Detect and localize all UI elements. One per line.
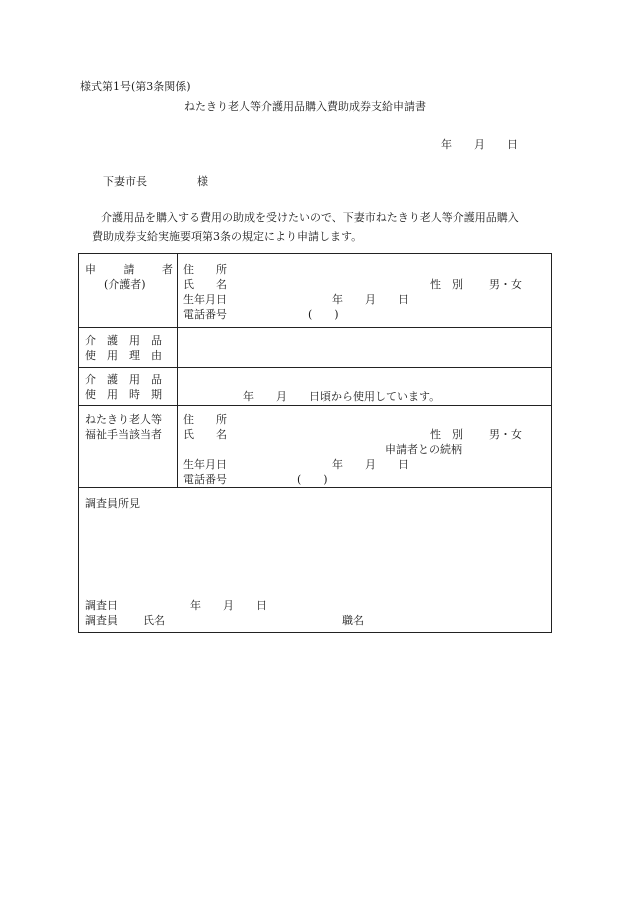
application-form-table: [78, 253, 552, 633]
applicant-gender-options: 男・女: [489, 278, 522, 291]
row-divider-1: [79, 327, 551, 328]
applicant-phone-parens: ( ): [308, 308, 339, 321]
survey-date-label: 調査日: [85, 599, 118, 612]
intro-line-1: 介護用品を購入する費用の助成を受けたいので、下妻市ねたきり老人等介護用品購入: [101, 211, 519, 224]
intro-line-2: 費助成券支給実施要項第3条の規定により申請します。: [92, 230, 363, 243]
beneficiary-gender-options: 男・女: [489, 428, 522, 441]
beneficiary-label-1: ねたきり老人等: [85, 413, 162, 426]
addressee: 下妻市長: [103, 175, 147, 188]
form-title: ねたきり老人等介護用品購入費助成券支給申請書: [184, 100, 426, 113]
inspector-opinion-label: 調査員所見: [85, 497, 140, 510]
inspector-name-label: 氏名: [143, 614, 165, 627]
row-divider-2: [79, 367, 551, 368]
item-reason-label-2: 使 用 理 由: [85, 349, 162, 362]
item-period-label-2: 使 用 時 期: [85, 388, 162, 401]
applicant-address-label: 住 所: [183, 263, 227, 276]
addressee-honorific: 様: [197, 175, 208, 188]
applicant-birth-units: 年 月 日: [332, 293, 409, 306]
item-period-value: 年 月 日頃から使用しています。: [243, 390, 441, 403]
label-column-divider: [177, 254, 178, 487]
form-number: 様式第1号(第3条関係): [80, 80, 191, 93]
beneficiary-gender-label: 性 別: [430, 428, 463, 441]
beneficiary-phone-parens: ( ): [297, 473, 328, 486]
row-divider-3: [79, 405, 551, 406]
applicant-name-label: 氏 名: [183, 278, 227, 291]
applicant-label: 申 請 者: [85, 263, 173, 276]
inspector-label: 調査員: [85, 614, 118, 627]
survey-date-units: 年 月 日: [190, 599, 267, 612]
applicant-phone-label: 電話番号: [183, 308, 227, 321]
beneficiary-address-label: 住 所: [183, 413, 227, 426]
beneficiary-birth-label: 生年月日: [183, 458, 227, 471]
beneficiary-birth-units: 年 月 日: [332, 458, 409, 471]
applicant-sub-label: (介護者): [104, 278, 146, 291]
beneficiary-relation-label: 申請者との続柄: [385, 443, 462, 456]
beneficiary-phone-label: 電話番号: [183, 473, 227, 486]
item-reason-label-1: 介 護 用 品: [85, 334, 162, 347]
item-period-label-1: 介 護 用 品: [85, 373, 162, 386]
beneficiary-label-2: 福祉手当該当者: [85, 428, 162, 441]
applicant-gender-label: 性 別: [430, 278, 463, 291]
row-divider-4: [79, 487, 551, 488]
inspector-position-label: 職名: [342, 614, 364, 627]
beneficiary-name-label: 氏 名: [183, 428, 227, 441]
applicant-birth-label: 生年月日: [183, 293, 227, 306]
submission-date: 年 月 日: [441, 138, 518, 151]
